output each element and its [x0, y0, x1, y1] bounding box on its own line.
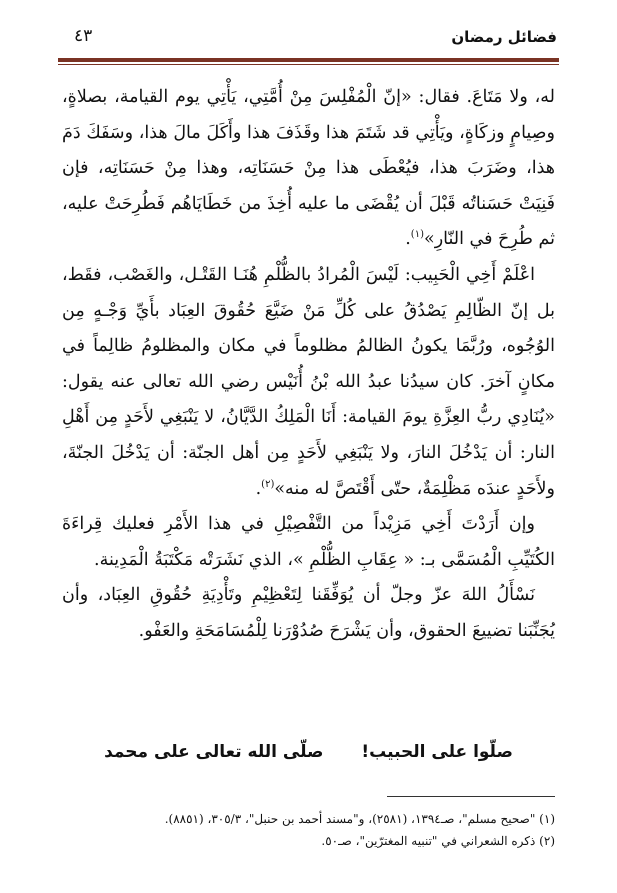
- closing-salutation: [62, 742, 555, 762]
- page-number: ٤٣: [74, 26, 93, 46]
- footnote-ref-2[interactable]: (٢): [261, 478, 275, 490]
- closing-right: صلّى الله تعالى على محمد: [104, 742, 324, 762]
- footnote-separator: [387, 796, 555, 797]
- footnote-ref-1[interactable]: (١): [410, 229, 424, 241]
- paragraph-3: وإن أَرَدْتَ أَخِي مَزِيْداً من التَّفْصِيْلِ في هذا الأَمْرِ فعليك قِراءَةَ الكُتَيِّبِ الْمُسَمَّى بـ: « عِقَابِ الظُّلْمِ »، الذي نَشَرَتْه مَكْتَبَةُ الْمَدِينة.: [62, 514, 555, 570]
- paragraph-4: نَسْأَلُ اللهَ عزّ وجلّ أن يُوَفِّقَنا لِتَعْظِيْمِ وتَأْدِيَةِ حُقُوقِ العِبَاد، وأن يُجَنِّبَنا تضييعَ الحقوق، وأن يَشْرَحَ صُدُوْرَنا لِلْمُسَامَحَةِ والعَفْو.: [62, 585, 555, 641]
- paragraph-2: [62, 258, 555, 507]
- footnote-1: (١) "صحيح مسلم"، صـ١٣٩٤، (٢٥٨١)، و"مسند أحمد بن حنبل"، ٣٠٥/٣، (٨٨٥١).: [164, 812, 555, 826]
- paragraph-1: [62, 80, 555, 258]
- header-rule-thin: [58, 64, 559, 65]
- paragraph-2-text: اعْلَمْ أَخِي الْحَبِيب: لَيْسَ الْمُرادُ بالظُّلْمِ هُنَـا القَتْـل، والغَصْب، فقَط، بل إنّ الظّالِمِ يَصْدُقُ على كُلِّ مَنْ ضَيَّعَ حُقُوقَ العِبَاد بأَيِّ وَجْـهٍ مِن الوُجُوه، ورُبَّمَا يكونُ الظالمُ مظلوماً في مكان والمظلومُ ظالِماً في مكانٍ آخرَ. كان سيدُنا عبدُ الله بْنُ أُنَيْس رضي الله تعالى عنه يقول: «يُنَادِي ربُّ العِزَّةِ يومَ القيامة: أَنَا الْمَلِكُ الدَّيَّانُ، لا يَنْبَغِي لأَحَدٍ مِن أَهْلِ النار: أن يَدْخُلَ النارَ، ولا يَنْبَغِي لأَحَدٍ مِن أهل الجنّة: أن يَدْخُلَ الجنّةَ، ولأَحَدٍ عندَه مَظْلِمَةٌ، حتّى أَقْتَصَّ له منه»: [62, 264, 555, 499]
- body-text: [62, 80, 555, 650]
- page-header: [60, 26, 557, 52]
- header-rule-thick: [58, 58, 559, 62]
- footnotes: [62, 808, 555, 852]
- paragraph-2-end: .: [255, 478, 262, 499]
- running-title: فضائل رمضان: [451, 28, 557, 46]
- paragraph-1-text: له، ولا مَتَاعَ. فقال: «إنّ الْمُفْلِسَ مِنْ أُمَّتِي، يَأْتِي يوم القيامة، بصلاةٍ، وصِيامٍ وزكَاةٍ، ويَأْتِي قد شَتَمَ هذا وقَذَفَ هذا وأَكَلَ مالَ هذا، وسَفَكَ دَمَ هذا، وضَرَبَ هذا، فيُعْطَى هذا مِنْ حَسَنَاتِه، وهذا مِنْ حَسَنَاتِه، فإن فَنِيَتْ حَسَناتُه قَبْلَ أن يُقْضَى ما عليه أُخِذَ من خَطَايَاهُم فَطُرِحَتْ عليه، ثم طُرِحَ في النّارِ»: [62, 87, 555, 250]
- paragraph-1-end: .: [405, 229, 411, 250]
- footnote-2: (٢) ذكره الشعراني في "تنبيه المغترّين"، صـ٥٠.: [321, 834, 555, 848]
- closing-left: صلّوا على الحبيب!: [361, 742, 513, 762]
